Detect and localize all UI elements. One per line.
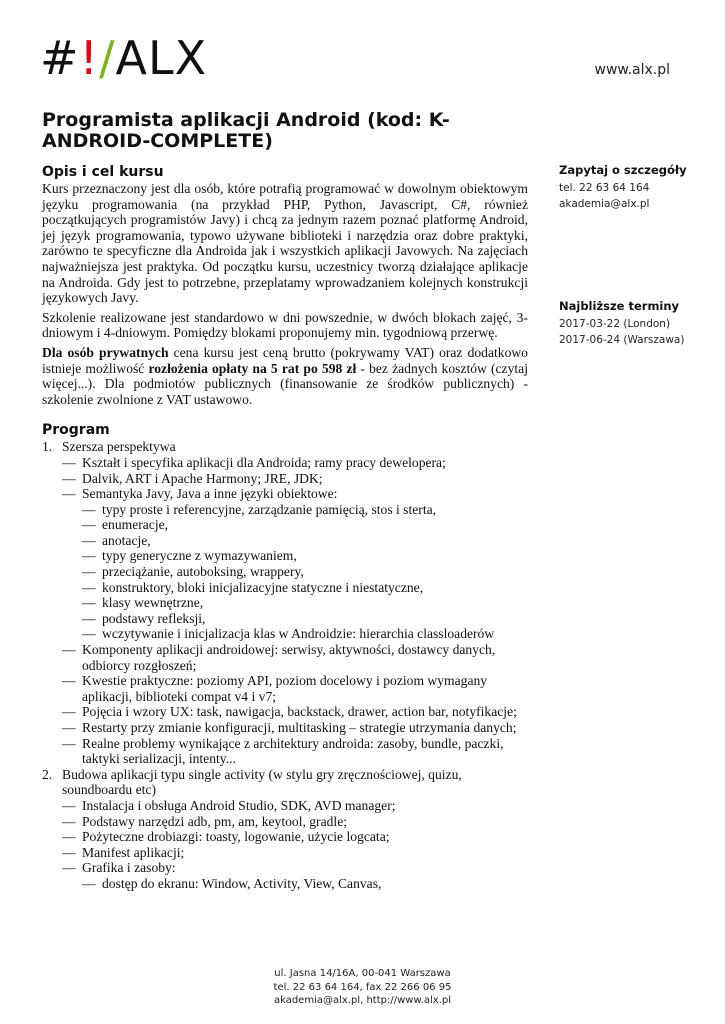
- footer-phone: tel. 22 63 64 164, fax 22 266 06 95: [273, 981, 452, 993]
- sub-list-item-text: typy proste i referencyjne, zarządzanie pamięcią, stos i sterta,: [102, 501, 437, 517]
- private-persons-label: Dla osób prywatnych: [42, 344, 169, 360]
- list-item: [62, 736, 528, 767]
- logo-exclamation: !: [79, 31, 99, 85]
- program-section-2: [42, 767, 528, 892]
- contact-box: [559, 162, 709, 212]
- list-item: [62, 704, 528, 720]
- list-item-text: Restarty przy zmianie konfiguracji, multitasking – strategie utrzymania danych;: [82, 720, 517, 735]
- section-title: Szersza perspektywa: [62, 439, 176, 455]
- list-item-text: Pożyteczne drobiazgi: toasty, logowanie, użycie logcata;: [82, 829, 390, 845]
- sub-list-item-text: konstruktory, bloki inicjalizacyjne statyczne i niestatyczne,: [102, 579, 424, 595]
- sub-list-item-text: podstawy refleksji,: [102, 610, 206, 626]
- dash-bullet: —: [82, 564, 96, 580]
- list-item-text: Dalvik, ART i Apache Harmony; JRE, JDK;: [82, 470, 323, 486]
- dash-bullet: —: [82, 595, 96, 611]
- logo-slash: /: [99, 31, 116, 85]
- contact-phone: tel. 22 63 64 164: [559, 182, 650, 194]
- sub-list-item: [82, 533, 528, 549]
- sub-list-item: [82, 611, 528, 627]
- date-item: 2017-06-24 (Warszawa): [559, 333, 685, 346]
- section-number: 1.: [42, 439, 53, 455]
- dash-bullet: —: [62, 829, 76, 845]
- sub-list-item: [82, 564, 528, 580]
- list-item: [62, 673, 528, 704]
- sub-list-item-text: dostęp do ekranu: Window, Activity, View, Canvas,: [102, 875, 382, 891]
- dash-bullet: —: [82, 610, 96, 626]
- list-item-text: Realne problemy wynikające z architektury androida: zasoby, bundle, paczki, taktyki serializacji, intenty...: [82, 735, 504, 767]
- sub-list-item: [82, 502, 528, 518]
- list-item-text: Instalacja i obsługa Android Studio, SDK, AVD manager;: [82, 797, 396, 813]
- list-item-text: Komponenty aplikacji androidowej: serwisy, aktywności, dostawcy danych, odbiorcy rozgłoszeń;: [82, 642, 496, 673]
- list-item: [62, 829, 528, 845]
- sub-list-item-text: typy generyczne z wymazywaniem,: [102, 548, 297, 564]
- list-item: [62, 845, 528, 861]
- section-title: Budowa aplikacji typu single activity (w stylu gry zręcznościowej, quizu, soundboardu etc): [62, 766, 462, 798]
- description-heading: Opis i cel kursu: [42, 164, 164, 180]
- site-url[interactable]: www.alx.pl: [594, 62, 670, 78]
- dash-bullet: —: [82, 532, 96, 548]
- dash-bullet: —: [62, 844, 76, 860]
- list-item-text: Kształt i specyfika aplikacji dla Androida; ramy pracy dewelopera;: [82, 454, 446, 470]
- footer-contact: akademia@alx.pl, http://www.alx.pl: [273, 995, 452, 1006]
- upcoming-dates-heading: Najbliższe terminy: [559, 299, 680, 313]
- price-text-1: cena kursu jest ceną brutto (pokrywamy VAT) oraz dodatkowo istnieje możliwość: [42, 344, 528, 376]
- list-item: [62, 798, 528, 814]
- list-item: [62, 471, 528, 487]
- logo-name: ALX: [115, 31, 208, 85]
- dash-bullet: —: [62, 642, 76, 658]
- list-item: [62, 455, 528, 471]
- sub-list-item-text: przeciążanie, autoboksing, wrappery,: [102, 564, 304, 580]
- description-paragraph-2: Szkolenie realizowane jest standardowo w dni powszednie, w dwóch blokach zajęć, 3-dniowym i 4-dniowym. Pomiędzy blokami proponujemy min. tygodniową przerwę.: [42, 309, 528, 341]
- section-items: [62, 798, 528, 892]
- sub-list-item: [82, 595, 528, 611]
- page-title: Programista aplikacji Android (kod: K-ANDROID-COMPLETE): [42, 109, 450, 152]
- dash-bullet: —: [62, 454, 76, 470]
- installments-label: rozłożenia opłaty na 5 rat po 598 zł: [148, 360, 357, 376]
- sub-list-item-text: klasy wewnętrzne,: [102, 595, 204, 611]
- footer-address: ul. Jasna 14/16A, 00-041 Warszawa: [274, 968, 451, 979]
- dash-bullet: —: [62, 673, 76, 689]
- dash-bullet: —: [62, 486, 76, 502]
- list-item: [62, 642, 528, 673]
- upcoming-dates-box: [559, 298, 709, 348]
- list-item-text: Manifest aplikacji;: [82, 844, 185, 860]
- dash-bullet: —: [62, 470, 76, 486]
- alx-logo[interactable]: [40, 30, 207, 86]
- graphics-subitems: [82, 876, 528, 892]
- contact-email[interactable]: akademia@alx.pl: [559, 197, 650, 210]
- program-list: [42, 439, 528, 891]
- program-heading: Program: [42, 422, 110, 439]
- dash-bullet: —: [62, 735, 76, 751]
- list-item-text: Semantyka Javy, Java a inne języki obiektowe:: [82, 486, 338, 502]
- dash-bullet: —: [82, 517, 96, 533]
- logo-hash: #: [40, 31, 80, 85]
- price-text-2: - bez żadnych kosztów (czytaj więcej...). Dla podmiotów publicznych (finansowanie ze środków publicznych) - szkolenie zwolnione z VAT ustawowo.: [42, 360, 528, 407]
- sub-list-item: [82, 548, 528, 564]
- sub-list-item-text: anotacje,: [102, 532, 151, 548]
- dash-bullet: —: [62, 704, 76, 720]
- date-item: 2017-03-22 (London): [559, 318, 671, 330]
- dash-bullet: —: [62, 813, 76, 829]
- section-items: [62, 455, 528, 767]
- list-item-text: Grafika i zasoby:: [82, 860, 176, 876]
- dash-bullet: —: [82, 626, 96, 642]
- list-item: [62, 486, 528, 642]
- sub-list-item: [82, 876, 528, 892]
- description-paragraph-1: Kurs przeznaczony jest dla osób, które potrafią programować w dowolnym obiektowym języku programowania (na przykład PHP, Python, Javascript, C#, również początkujących programistów Javy) i chcą za jednym razem poznać platformę Android, jej język programowania, typowo używane biblioteki i narzędzia oraz dobre praktyki, zarówno te specyficzne dla Androida jak i wszystkich aplikacji Javowych. Na zajęciach najważniejsza jest praktyka. Od początku kursu, uczestnicy tworzą działające aplikacje na Androida. Gdy jest to potrzebne, przeplatamy wprowadzaniem kolejnych konstrukcji językowych Javy.: [42, 181, 528, 306]
- sub-list-item: [82, 517, 528, 533]
- sub-list-item: [82, 626, 528, 642]
- dash-bullet: —: [62, 720, 76, 735]
- dash-bullet: —: [82, 875, 96, 891]
- list-item-text: Pojęcia i wzory UX: task, nawigacja, backstack, drawer, action bar, notyfikacje;: [82, 704, 517, 720]
- java-subitems: [82, 502, 528, 642]
- list-item-text: Podstawy narzędzi adb, pm, am, keytool, gradle;: [82, 813, 348, 829]
- sub-list-item: [82, 580, 528, 596]
- dash-bullet: —: [62, 860, 76, 876]
- description-paragraph-3: [42, 345, 528, 407]
- contact-heading: Zapytaj o szczegóły: [559, 163, 687, 177]
- dash-bullet: —: [82, 501, 96, 517]
- dash-bullet: —: [62, 797, 76, 813]
- list-item-text: Kwestie praktyczne: poziomy API, poziom docelowy i poziom wymagany aplikacji, biblioteki compat v4 i v7;: [82, 673, 488, 704]
- list-item: [62, 860, 528, 891]
- list-item: [62, 814, 528, 830]
- program-section-1: [42, 439, 528, 766]
- sub-list-item-text: wczytywanie i inicjalizacja klas w Androidzie: hierarchia classloaderów: [102, 626, 495, 642]
- page-footer: [0, 967, 725, 1008]
- sub-list-item-text: enumeracje,: [102, 517, 169, 533]
- dash-bullet: —: [82, 579, 96, 595]
- dash-bullet: —: [82, 548, 96, 564]
- main-content: [42, 163, 528, 892]
- list-item: [62, 720, 528, 736]
- section-number: 2.: [42, 766, 53, 782]
